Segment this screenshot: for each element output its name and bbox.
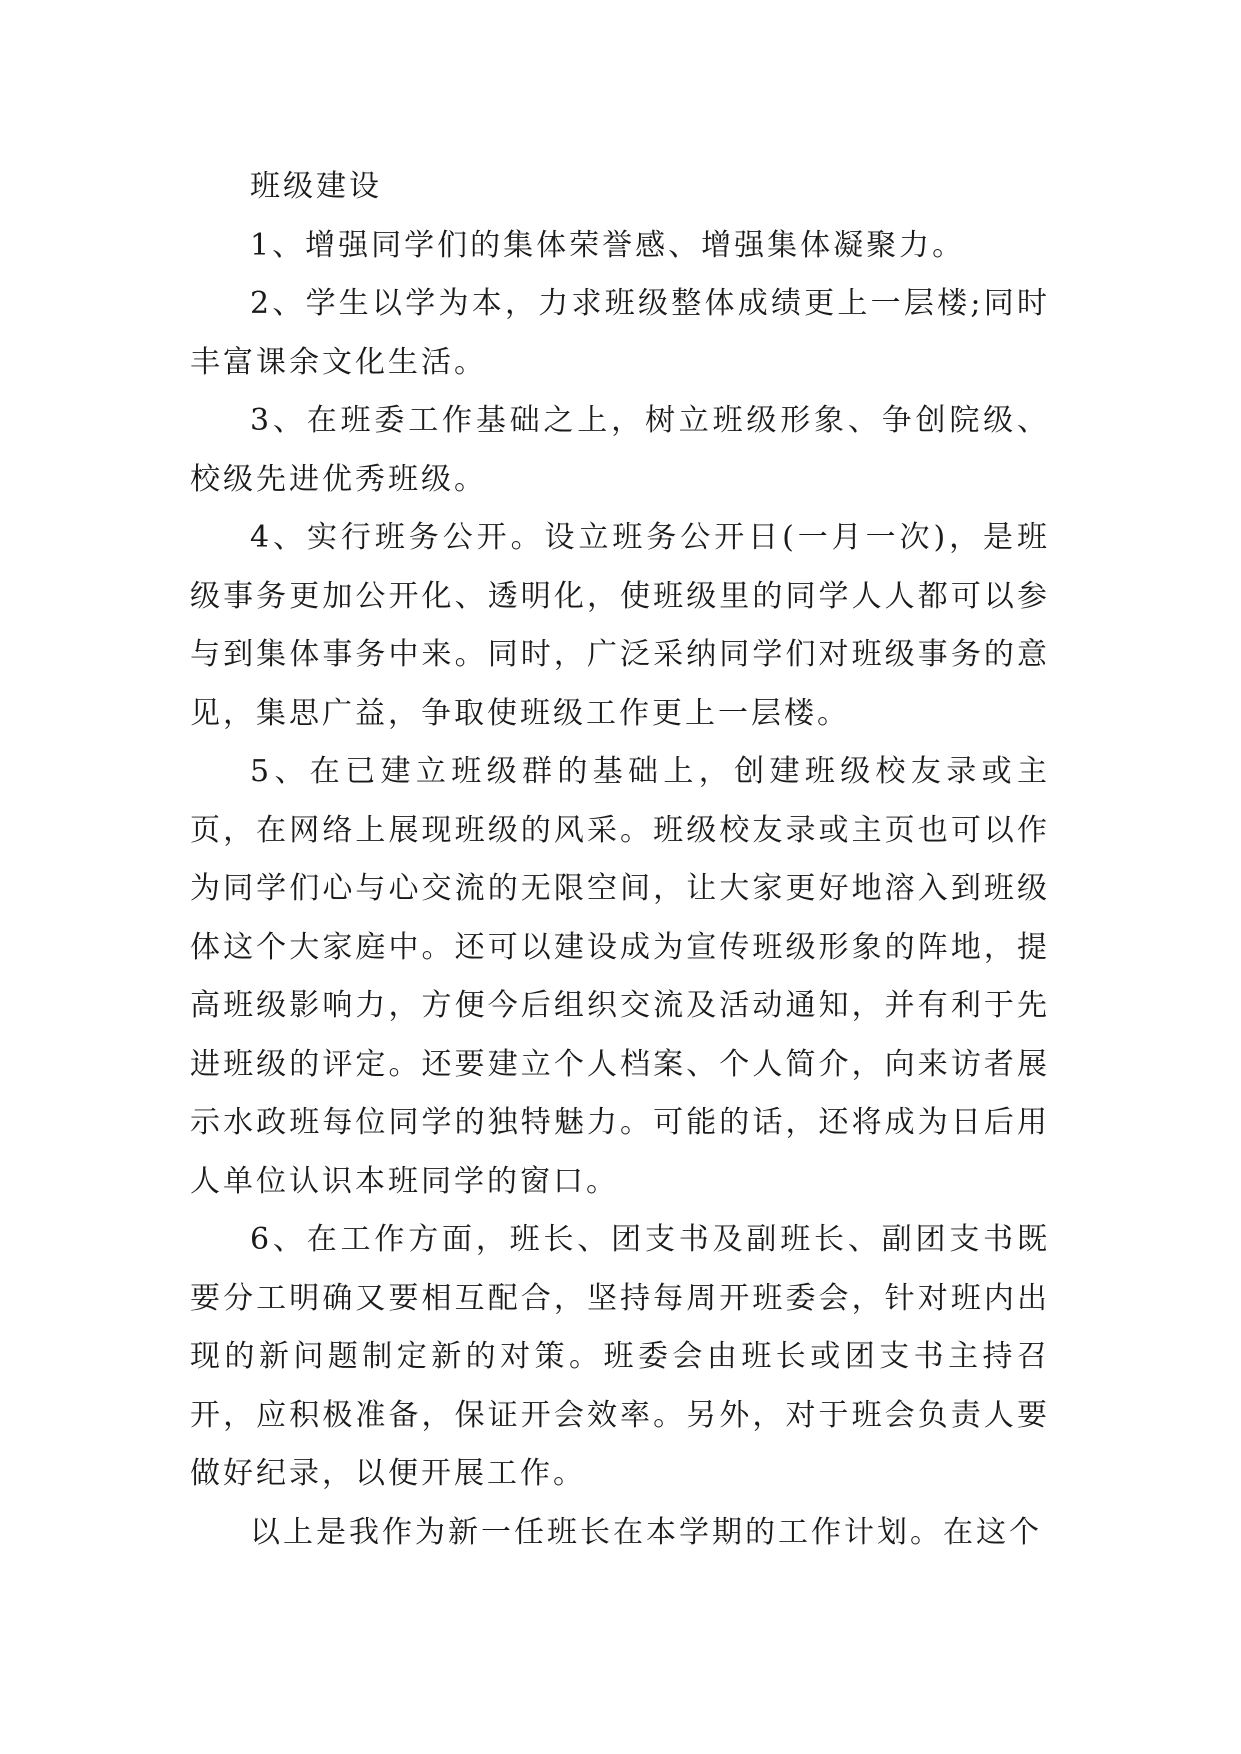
section-heading: 班级建设: [250, 169, 382, 204]
paragraph-item-3: 3、在班委工作基础之上，树立班级形象、争创院级、校级先进优秀班级。: [190, 403, 1050, 497]
paragraph-item-4: 4、实行班务公开。设立班务公开日(一月一次)，是班级事务更加公开化、透明化，使班级里的同学人人都可以参与到集体事务中来。同时，广泛采纳同学们对班级事务的意见，集思广益，争取使班级工作更上一层楼。: [190, 520, 1050, 731]
document-body: [190, 158, 1050, 1562]
closing-paragraph: 以上是我作为新一任班长在本学期的工作计划。在这个: [250, 1514, 1042, 1550]
paragraph-item-2: 2、学生以学为本，力求班级整体成绩更上一层楼;同时丰富课余文化生活。: [190, 286, 1050, 380]
paragraph-item-1: 1、增强同学们的集体荣誉感、增强集体凝聚力。: [250, 227, 966, 263]
paragraph-item-5: 5、在已建立班级群的基础上，创建班级校友录或主页，在网络上展现班级的风采。班级校友录或主页也可以作为同学们心与心交流的无限空间，让大家更好地溶入到班级体这个大家庭中。还可以建设成为宣传班级形象的阵地，提高班级影响力，方便今后组织交流及活动通知，并有利于先进班级的评定。还要建立个人档案、个人简介，向来访者展示水政班每位同学的独特魅力。可能的话，还将成为日后用人单位认识本班同学的窗口。: [190, 754, 1050, 1199]
paragraph-item-6: 6、在工作方面，班长、团支书及副班长、副团支书既要分工明确又要相互配合，坚持每周开班委会，针对班内出现的新问题制定新的对策。班委会由班长或团支书主持召开，应积极准备，保证开会效率。另外，对于班会负责人要做好纪录，以便开展工作。: [190, 1222, 1050, 1491]
